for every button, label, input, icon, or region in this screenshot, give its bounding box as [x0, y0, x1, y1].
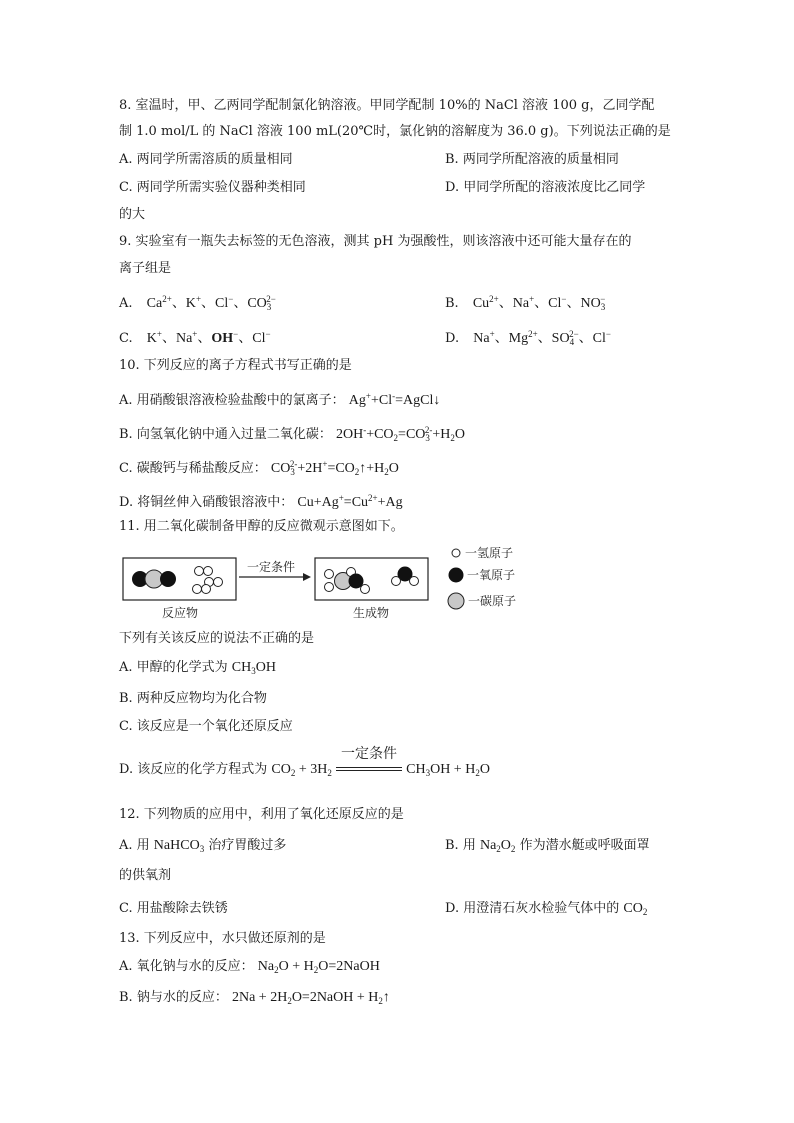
q8-option-a: A. 两同学所需溶质的质量相同 [119, 152, 293, 167]
q9-option-d-label: D. [445, 331, 460, 346]
q10-option-a: A. 用硝酸银溶液检验盐酸中的氯离子： Ag++Cl-=AgCl↓ [119, 391, 441, 408]
legend-oxygen: 一氧原子 [467, 568, 516, 582]
q8-stem-line2: 制 1.0 mol/L 的 NaCl 溶液 100 mL(20℃时，氯化钠的溶解度为 36.0 g)。下列说法正确的是 [119, 124, 671, 139]
q10-option-d: D. 将铜丝伸入硝酸银溶液中： $Cu+Ag^+=Cu^{2+}+Ag$ [119, 493, 403, 510]
water-molecule-icon [392, 567, 419, 586]
q12-option-b: B. 用 $Na_2O_2$ 作为潜水艇或呼吸面罩 [445, 838, 650, 854]
carbon-legend-icon [448, 593, 464, 609]
q11-option-b: B. 两种反应物均为化合物 [119, 691, 267, 706]
q9-option-a-label: A. [119, 296, 133, 311]
condition-label: 一定条件 [246, 560, 296, 574]
q9-option-d: D. Na+、$Mg^{2+}$、$SO_4^{2-}$、Cl− [445, 329, 611, 347]
co2-molecule-icon [132, 570, 176, 588]
q12-option-b-post: 作为潜水艇或呼吸面罩 [519, 838, 650, 853]
q9-option-b-label: B. [445, 296, 459, 311]
q12-option-a-post: 治疗胃酸过多 [208, 838, 287, 853]
q9-option-c: C. K+、Na+、OH−、Cl− [119, 329, 271, 346]
q12-option-b-pre: B. 用 [445, 838, 476, 853]
q9-stem-line2: 离子组是 [119, 261, 172, 276]
q8-option-d: D. 甲同学所配的溶液浓度比乙同学 [445, 180, 646, 195]
q11-option-d-text: D. 该反应的化学方程式为 [119, 762, 268, 777]
q11-option-d: D. 该反应的化学方程式为 $CO_2 + 3H_2$ 一定条件 $CH_3OH + H_2O$ [119, 746, 490, 778]
q11-question: 下列有关该反应的说法不正确的是 [119, 631, 315, 646]
legend-hydrogen: 一氢原子 [465, 546, 514, 560]
q10-option-c: C. 碳酸钙与稀盐酸反应： $CO_3^{2-}+2H^+=CO_2↑+H_2O$ [119, 459, 399, 477]
q10-option-c-text: C. 碳酸钙与稀盐酸反应： [119, 461, 267, 476]
q11-option-a: A. 甲醇的化学式为 $CH_3OH$ [119, 660, 276, 676]
q8-option-d-cont: 的大 [119, 207, 146, 222]
q12-stem: 12. 下列物质的应用中，利用了氧化还原反应的是 [119, 807, 404, 822]
q9-option-b: B. $Cu^{2+}$、Na+、Cl−、$NO_3^-$ [445, 294, 606, 312]
q11-reaction-diagram [115, 544, 555, 626]
q10-stem: 10. 下列反应的离子方程式书写正确的是 [119, 358, 352, 373]
q10-option-d-text: D. 将铜丝伸入硝酸银溶液中： [119, 495, 294, 510]
product-label: 生成物 [352, 606, 390, 620]
q10-option-b: B. 向氢氧化钠中通入过量二氧化碳： $2OH^-+CO_2=CO_3^{2-}+H_2O$ [119, 425, 466, 443]
q13-stem: 13. 下列反应中，水只做还原剂的是 [119, 931, 326, 946]
q10-option-b-text: B. 向氢氧化钠中通入过量二氧化碳： [119, 427, 332, 442]
q8-option-c: C. 两同学所需实验仪器种类相同 [119, 180, 306, 195]
q13-option-b: B. 钠与水的反应： $2Na + 2H_2O=2NaOH$ + $H_2↑$ [119, 990, 390, 1006]
reactant-label: 反应物 [161, 606, 199, 620]
methanol-molecule-icon [325, 568, 370, 594]
q13-option-a-text: A. 氧化钠与水的反应： [119, 959, 254, 974]
q12-option-a: A. 用 NaHCO$_3$ 治疗胃酸过多 [119, 838, 287, 854]
q9-stem-line1: 9. 实验室有一瓶失去标签的无色溶液，测其 pH 为强酸性，则该溶液中还可能大量存在的 [119, 234, 632, 249]
q9-option-a: A. $Ca^{2+}$、K+、Cl−、$CO_3^{2-}$ [119, 294, 276, 312]
q8-option-b: B. 两同学所配溶液的质量相同 [445, 152, 619, 167]
oxygen-legend-icon [449, 568, 464, 583]
arrow-head-icon [303, 573, 311, 581]
h2-molecules-icon [193, 567, 223, 594]
hydrogen-legend-icon [452, 549, 460, 557]
q12-option-d: D. 用澄清石灰水检验气体中的 $CO_2$ [445, 901, 648, 917]
equation-condition: 一定条件 [340, 746, 397, 762]
q12-option-b-cont: 的供氧剂 [119, 868, 172, 883]
q12-option-d-pre: D. 用澄清石灰水检验气体中的 [445, 901, 620, 916]
equation-condition-sign [336, 746, 402, 779]
q13-option-b-text: B. 钠与水的反应： [119, 990, 228, 1005]
q11-stem: 11. 用二氧化碳制备甲醇的反应微观示意图如下。 [119, 519, 404, 534]
q11-option-c: C. 该反应是一个氧化还原反应 [119, 719, 293, 734]
legend-carbon: 一碳原子 [468, 594, 517, 608]
q11-option-a-text: A. 甲醇的化学式为 [119, 660, 228, 675]
q9-option-c-label: C. [119, 331, 133, 346]
q13-option-a: A. 氧化钠与水的反应： $Na_2O$ + $H_2O=2NaOH$ [119, 959, 380, 975]
q12-option-a-pre: A. 用 [119, 838, 150, 853]
q10-option-a-text: A. 用硝酸银溶液检验盐酸中的氯离子： [119, 393, 345, 408]
q12-option-c: C. 用盐酸除去铁锈 [119, 901, 228, 916]
q8-stem-line1: 8. 室温时，甲、乙两同学配制氯化钠溶液。甲同学配制 10%的 NaCl 溶液 100 g，乙同学配 [119, 98, 655, 113]
